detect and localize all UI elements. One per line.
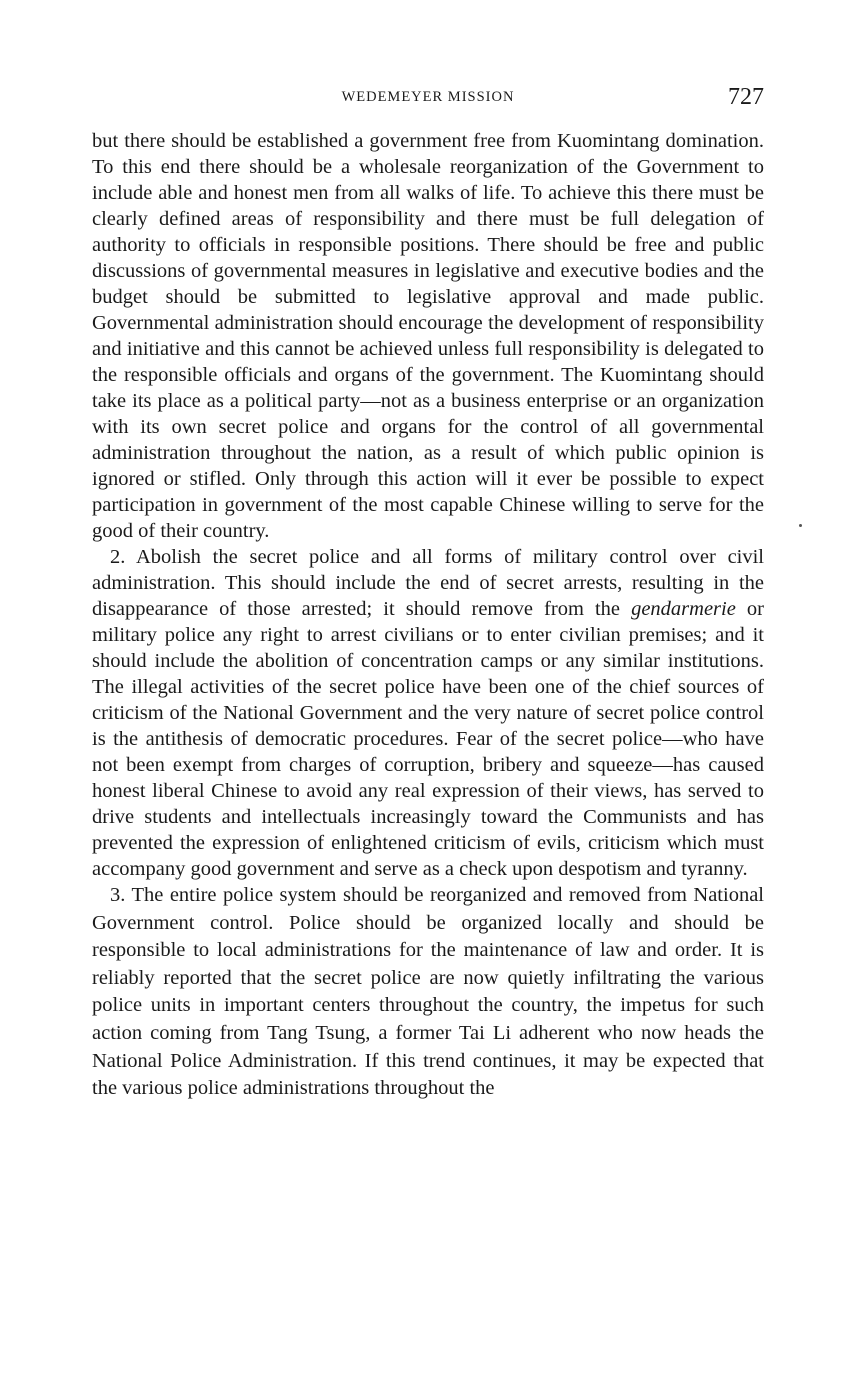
paragraph-continuation: but there should be established a government free from Kuomintang domination. To this end there should be a wholesale reorganization of the Government to include able and honest men from all walks of life. To achieve this there must be clearly defined areas of responsibility and there must be full delegation of authority to officials in responsible positions. There should be free and public discussions of governmental measures in legislative and executive bodies and the budget should be submitted to legislative approval and made public. Governmental administration should encourage the development of responsibility and initiative and this cannot be achieved unless full responsibility is delegated to the responsible officials and organs of the government. The Kuomintang should take its place as a political party—not as a business enterprise or an organization with its own secret police and organs for the control of all governmental administration throughout the nation, as a result of which public opinion is ignored or stifled. Only through this action will it ever be possible to expect participation in government of the most capable Chinese willing to serve for the good of their country. (92, 130, 764, 542)
paragraph-item-2-text-start: 2. Abolish the secret police and all forms of military control over civil administration. This should include the end of secret arrests, resulting in the disappearance of those arrested; it should remove from the (92, 546, 764, 620)
paragraph-item-2 (92, 544, 764, 882)
italic-term-gendarmerie: gendarmerie (631, 598, 736, 620)
paragraph-item-3: 3. The entire police system should be reorganized and removed from National Government control. Police should be organized locally and should be responsible to local administrations for the maintenance of law and order. It is reliably reported that the secret police are now quietly infiltrating the various police units in important centers throughout the country, the impetus for such action coming from Tang Tsung, a former Tai Li adherent who now heads the National Police Administration. If this trend continues, it may be expected that the various police administrations throughout the (92, 884, 764, 1100)
page-number: 727 (728, 84, 764, 110)
scan-speck (799, 524, 802, 527)
running-header (92, 84, 764, 114)
running-title: WEDEMEYER MISSION (341, 89, 515, 105)
paragraph-item-2-text-end: or military police any right to arrest civilians or to enter civilian premises; and it should include the abolition of concentration camps or any similar institutions. The illegal activities of the secret police have been one of the chief sources of criticism of the National Government and the very nature of secret police control is the antithesis of democratic procedures. Fear of the secret police—who have not been exempt from charges of corruption, bribery and squeeze—has caused honest liberal Chinese to avoid any real expression of their views, has served to drive students and intellectuals increasingly toward the Communists and has prevented the expression of enlightened criticism of evils, criticism which must accompany good government and serve as a check upon despotism and tyranny. (92, 598, 764, 880)
body-text (92, 128, 764, 1103)
